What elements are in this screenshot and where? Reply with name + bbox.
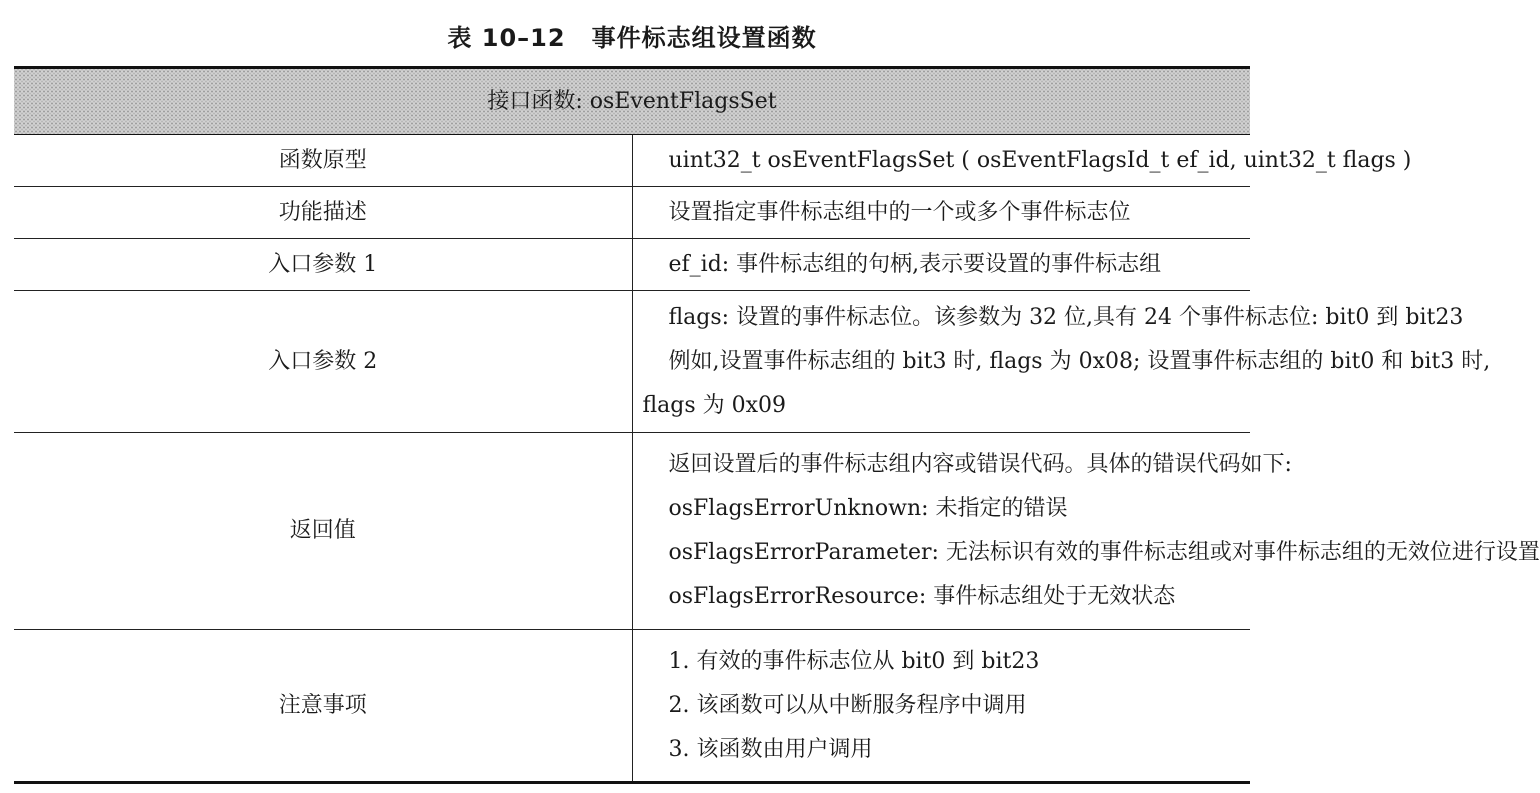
- row-content: [632, 187, 1250, 239]
- row-label: 注意事项: [14, 630, 632, 783]
- content-line: 3. 该函数由用户调用: [668, 736, 873, 762]
- row-content: [632, 291, 1491, 433]
- row-label: 返回值: [14, 433, 632, 630]
- content-line: osFlagsErrorParameter: 无法标识有效的事件标志组或对事件标志组的无效位进行设置: [668, 540, 1540, 565]
- table-header-row: [14, 68, 1250, 135]
- content-line: 设置指定事件标志组中的一个或多个事件标志位: [668, 199, 1131, 225]
- table-header-cell: 接口函数: osEventFlagsSet: [14, 68, 1250, 135]
- content-line: 1. 有效的事件标志位从 bit0 到 bit23: [668, 648, 1040, 674]
- content-line: osFlagsErrorResource: 事件标志组处于无效状态: [668, 584, 1176, 609]
- content-line: ef_id: 事件标志组的句柄,表示要设置的事件标志组: [668, 251, 1162, 277]
- table-row: [14, 433, 1250, 630]
- row-label: 函数原型: [14, 135, 632, 187]
- content-line: 例如,设置事件标志组的 bit3 时, flags 为 0x08; 设置事件标志组的 bit0 和 bit3 时,: [668, 348, 1491, 374]
- content-line: uint32_t osEventFlagsSet ( osEventFlagsId_t ef_id, uint32_t flags ): [668, 147, 1412, 173]
- content-line: 返回设置后的事件标志组内容或错误代码。具体的错误代码如下:: [668, 452, 1292, 477]
- row-label: 入口参数 2: [14, 291, 632, 433]
- function-spec-table: [14, 66, 1540, 784]
- row-content: [632, 239, 1250, 291]
- table-row: [14, 187, 1250, 239]
- row-content: [632, 135, 1412, 187]
- table-row: [14, 630, 1250, 783]
- row-content: [632, 433, 1540, 630]
- table-title: 事件标志组设置函数: [591, 24, 817, 52]
- row-content: [632, 630, 1250, 783]
- table-number: 表 10–12: [447, 24, 566, 52]
- row-label: 功能描述: [14, 187, 632, 239]
- content-line: flags: 设置的事件标志位。该参数为 32 位,具有 24 个事件标志位: bit0 到 bit23: [668, 304, 1464, 330]
- content-line: flags 为 0x09: [642, 392, 787, 418]
- row-label: 入口参数 1: [14, 239, 632, 291]
- table-row: [14, 239, 1250, 291]
- table-row: [14, 291, 1250, 433]
- table-row: [14, 135, 1250, 187]
- content-line: 2. 该函数可以从中断服务程序中调用: [668, 692, 1027, 718]
- table-caption: [0, 18, 1264, 53]
- content-line: osFlagsErrorUnknown: 未指定的错误: [668, 496, 1068, 521]
